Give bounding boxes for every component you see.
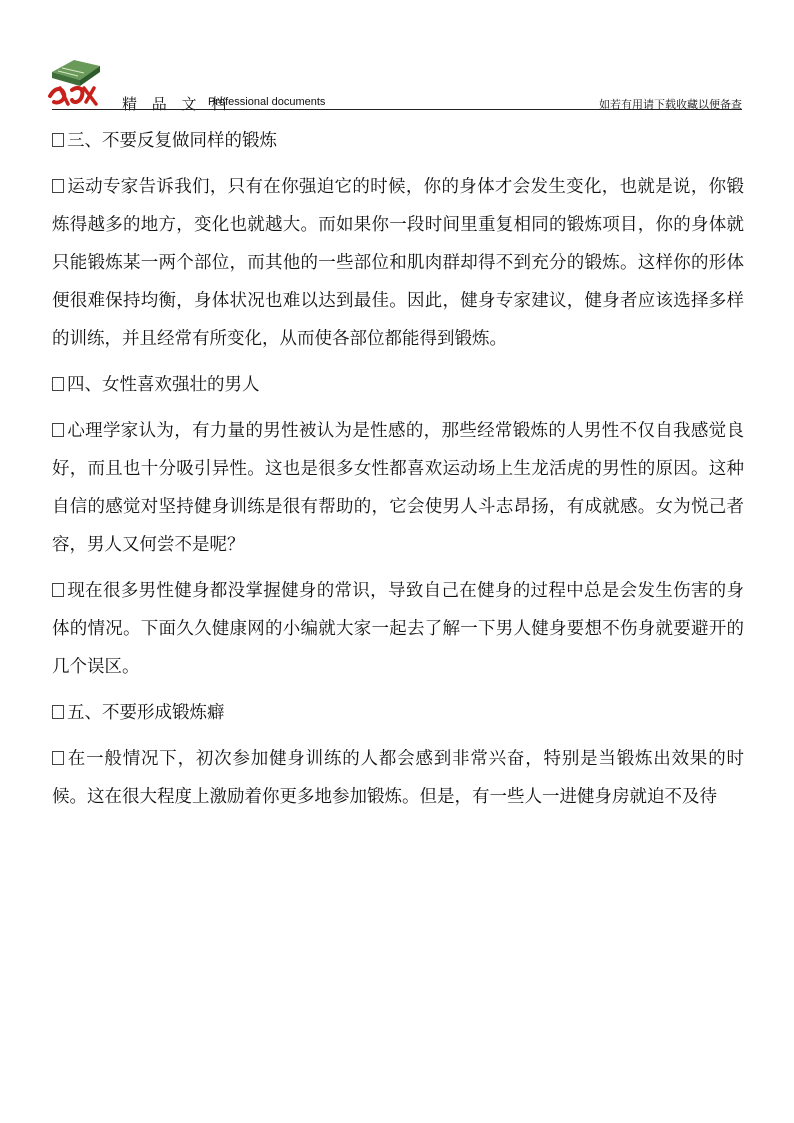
body-paragraph	[52, 740, 744, 816]
placeholder-box-icon	[52, 133, 64, 147]
body-paragraph-text: 心理学家认为，有力量的男性被认为是性感的，那些经常锻炼的人男性不仅自我感觉良好，而且也十分吸引异性。这也是很多女性都喜欢运动场上生龙活虎的男性的原因。这种自信的感觉对坚持健身训练是很有帮助的，它会使男人斗志昂扬，有成就感。女为悦己者容，男人又何尝不是呢？	[52, 421, 744, 555]
document-body	[52, 122, 744, 816]
placeholder-box-icon	[52, 377, 64, 391]
body-paragraph	[52, 168, 744, 358]
section-heading	[52, 694, 744, 732]
body-paragraph	[52, 412, 744, 564]
section-heading-text: 五、不要形成锻炼癖	[67, 703, 225, 723]
header-subtitle: Professional documents	[208, 96, 326, 108]
header-divider	[52, 109, 742, 110]
header-title: 精 品 文 档	[122, 95, 232, 113]
placeholder-box-icon	[52, 583, 64, 597]
placeholder-box-icon	[52, 705, 64, 719]
section-heading	[52, 366, 744, 404]
section-heading	[52, 122, 744, 160]
section-heading-text: 四、女性喜欢强壮的男人	[67, 375, 260, 395]
section-heading-text: 三、不要反复做同样的锻炼	[67, 131, 277, 151]
logo-book-icon	[44, 52, 106, 108]
placeholder-box-icon	[52, 423, 64, 437]
body-paragraph-text: 在一般情况下，初次参加健身训练的人都会感到非常兴奋，特别是当锻炼出效果的时候。这在很大程度上激励着你更多地参加锻炼。但是，有一些人一进健身房就迫不及待	[52, 749, 744, 807]
page-header	[0, 0, 794, 112]
header-right-note: 如若有用请下载收藏以便备查	[599, 98, 742, 111]
placeholder-box-icon	[52, 751, 64, 765]
body-paragraph-text: 运动专家告诉我们，只有在你强迫它的时候，你的身体才会发生变化，也就是说，你锻炼得越多的地方，变化也就越大。而如果你一段时间里重复相同的锻炼项目，你的身体就只能锻炼某一两个部位，而其他的一些部位和肌肉群却得不到充分的锻炼。这样你的形体便很难保持均衡，身体状况也难以达到最佳。因此，健身专家建议，健身者应该选择多样的训练，并且经常有所变化，从而使各部位都能得到锻炼。	[52, 177, 744, 349]
body-paragraph	[52, 572, 744, 686]
placeholder-box-icon	[52, 179, 64, 193]
body-paragraph-text: 现在很多男性健身都没掌握健身的常识，导致自己在健身的过程中总是会发生伤害的身体的情况。下面久久健康网的小编就大家一起去了解一下男人健身要想不伤身就要避开的几个误区。	[52, 581, 744, 677]
